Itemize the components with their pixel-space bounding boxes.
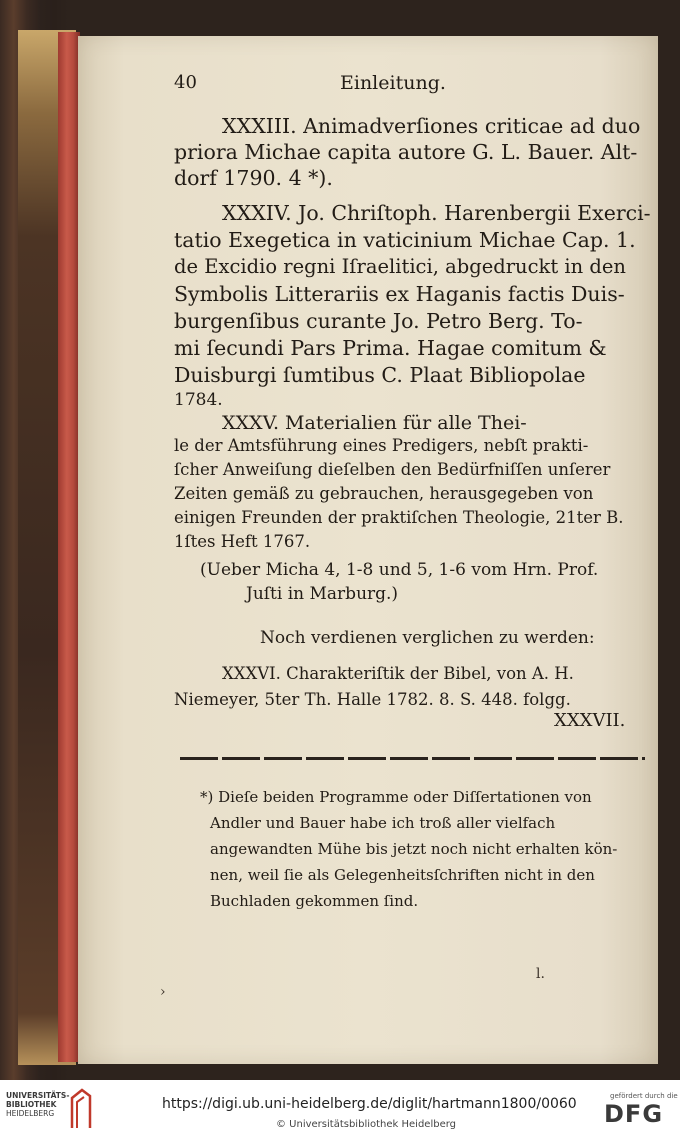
footnote-line: *) Dieſe beiden Programme oder Diſſertationen von xyxy=(200,788,592,806)
library-logo-line: HEIDELBERG xyxy=(6,1109,55,1118)
text-line: einigen Freunden der praktiſchen Theologie, 21ter B. xyxy=(174,508,624,527)
text-line: XXXIV. Jo. Chriſtoph. Harenbergii Exerci- xyxy=(222,201,651,225)
text-line: (Ueber Micha 4, 1-8 und 5, 1-6 vom Hrn. Prof. xyxy=(200,560,599,580)
text-line: Niemeyer, 5ter Th. Halle 1782. 8. S. 448. folgg. xyxy=(174,690,571,709)
footnote-line: Andler und Bauer habe ich troß aller vielfach xyxy=(210,814,556,832)
catchword: XXXVII. xyxy=(554,710,626,731)
text-line: Duisburgi ſumtibus C. Plaat Bibliopolae xyxy=(174,363,586,387)
footnote-line: nen, weil ſie als Gelegenheitsſchriften nicht in den xyxy=(210,866,595,884)
library-logo[interactable] xyxy=(6,1091,70,1131)
dfg-logo[interactable]: DFG xyxy=(604,1100,664,1128)
funder-label: gefördert durch die xyxy=(610,1092,678,1100)
paper-mark: › xyxy=(160,984,166,1000)
text-line: XXXIII. Animadverſiones criticae ad duo xyxy=(222,114,641,138)
text-line: priora Michae capita autore G. L. Bauer. Alt- xyxy=(174,140,638,164)
permalink[interactable]: https://digi.ub.uni-heidelberg.de/diglit/hartmann1800/0060 xyxy=(162,1096,577,1112)
text-line: Juſti in Marburg.) xyxy=(246,584,399,604)
text-line: Symbolis Litterariis ex Haganis factis Duis- xyxy=(174,282,625,306)
text-line: 1ſtes Heft 1767. xyxy=(174,532,311,551)
library-logo-line: UNIVERSITÄTS- xyxy=(6,1091,70,1100)
running-title: Einleitung. xyxy=(340,72,446,94)
footnote-line: angewandten Mühe bis jetzt noch nicht erhalten kön- xyxy=(210,840,618,858)
text-line: ſcher Anweiſung dieſelben den Bedürfniſſen unſerer xyxy=(174,460,611,479)
paper-mark: l. xyxy=(536,966,545,982)
footnote-rule xyxy=(180,757,645,760)
text-line: Zeiten gemäß zu gebrauchen, herausgegeben von xyxy=(174,484,594,503)
text-line: dorf 1790. 4 *). xyxy=(174,166,333,190)
library-emblem-icon xyxy=(70,1088,92,1130)
library-logo-line: BIBLIOTHEK xyxy=(6,1100,57,1109)
text-line: burgenſibus curante Jo. Petro Berg. To- xyxy=(174,309,583,333)
text-line: XXXVI. Charakteriſtik der Bibel, von A. H. xyxy=(222,664,574,683)
text-line: 1784. xyxy=(174,390,223,410)
red-page-edge xyxy=(58,32,80,1062)
text-line: le der Amtsführung eines Predigers, nebſt prakti- xyxy=(174,436,589,455)
copyright: © Universitätsbibliothek Heidelberg xyxy=(276,1119,457,1130)
text-line: tatio Exegetica in vaticinium Michae Cap. 1. xyxy=(174,228,636,252)
subheading: Noch verdienen verglichen zu werden: xyxy=(260,628,595,648)
footnote-line: Buchladen gekommen ſind. xyxy=(210,892,419,910)
text-line: mi ſecundi Pars Prima. Hagae comitum & xyxy=(174,336,607,360)
text-line: de Excidio regni Iſraelitici, abgedruckt in den xyxy=(174,255,626,278)
page-number: 40 xyxy=(174,72,197,93)
text-line: XXXV. Materialien für alle Thei- xyxy=(222,412,527,434)
